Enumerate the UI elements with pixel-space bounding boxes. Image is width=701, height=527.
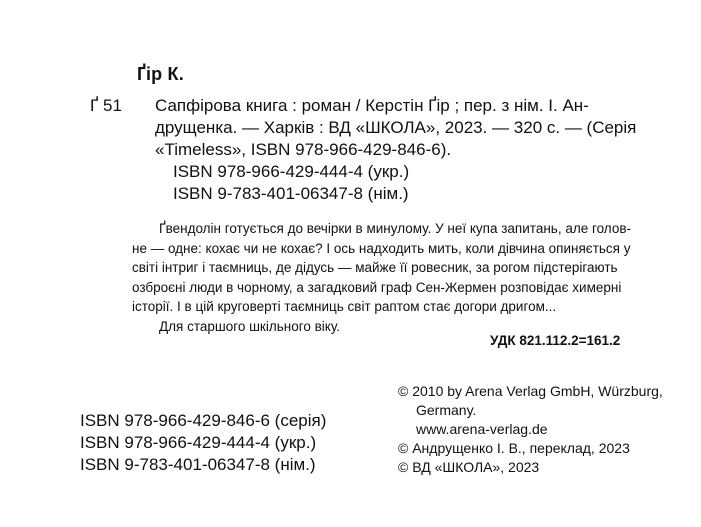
biblio-isbn-ger: ISBN 9-783-401-06347-8 (нім.) [173,184,409,203]
copyright-line: © Андрущенко І. В., переклад, 2023 [398,440,630,456]
isbn-block [80,410,326,476]
copyright-block [398,382,663,477]
biblio-line: Сапфірова книга : роман / Керстін Ґір ; пер. з нім. І. Ан- [155,96,589,115]
bibliographic-description [155,95,636,205]
isbn-ukr: ISBN 978-966-429-444-4 (укр.) [80,433,317,452]
annotation-line: не — одне: кохає чи не кохає? І ось надходить мить, коли дівчина опиняється у [132,240,631,256]
annotation-line: озброєні люди в чорному, а загадковий граф Сен-Жермен розповідає химерні [132,279,622,295]
audience-note: Для старшого шкільного віку. [159,318,340,334]
author-heading: Ґір К. [137,64,184,84]
annotation [132,219,631,336]
publisher-website: www.arena-verlag.de [416,421,548,437]
copyright-line: Germany. [416,402,477,418]
annotation-line: Ґвендолін готується до вечірки в минулому. У неї купа запитань, але голов- [159,221,632,236]
biblio-isbn-ukr: ISBN 978-966-429-444-4 (укр.) [173,162,410,181]
biblio-line: друщенка. — Харків : ВД «ШКОЛА», 2023. — 320 с. — (Серія [155,118,637,137]
biblio-line: «Timeless», ISBN 978-966-429-846-6). [155,140,452,159]
annotation-line: історії. І в цій круговерті таємниць світ раптом стає догори дригом... [132,299,557,314]
isbn-ger: ISBN 9-783-401-06347-8 (нім.) [80,455,316,474]
isbn-series: ISBN 978-966-429-846-6 (серія) [80,411,327,430]
annotation-line: світі інтриг і таємниць, де дідусь — майже її ровесник, за рогом підстерігають [132,260,618,275]
udk-code: УДК 821.112.2=161.2 [490,333,621,348]
copyright-line: © 2010 by Arena Verlag GmbH, Würzburg, [398,383,663,399]
library-index: Ґ 51 [90,96,122,115]
copyright-line: © ВД «ШКОЛА», 2023 [398,459,540,475]
